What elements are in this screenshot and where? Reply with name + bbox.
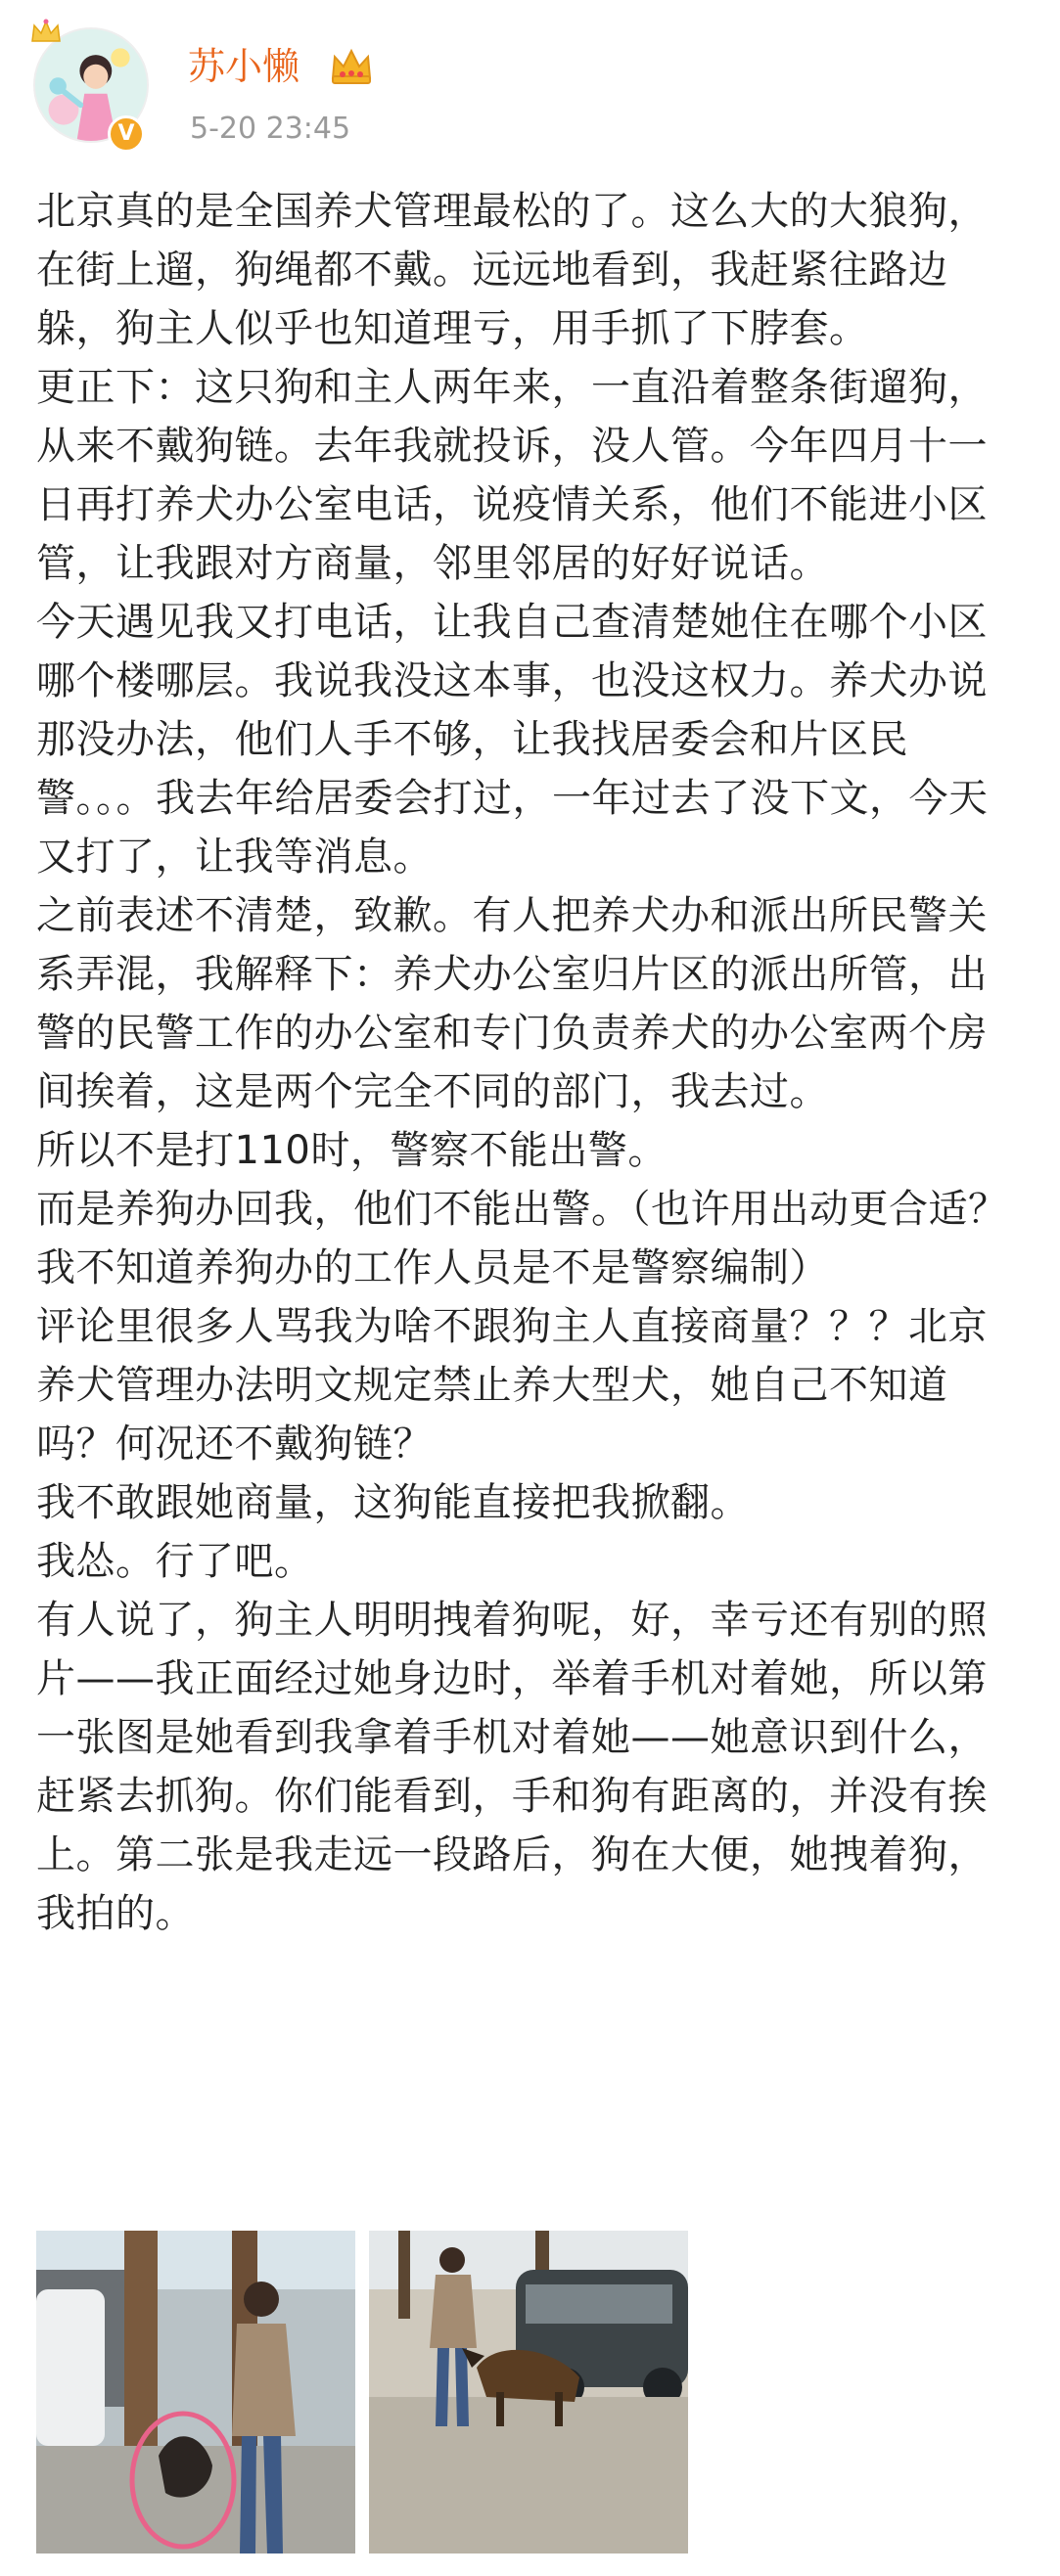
post-photo-2[interactable] (369, 2231, 688, 2553)
post-paragraph: 评论里很多人骂我为啥不跟狗主人直接商量？？？北京养犬管理办法明文规定禁止养大型犬，她自己不知道吗？何况还不戴狗链？ (36, 1304, 988, 1467)
post-text (36, 182, 1025, 1943)
post-paragraph: 而是养狗办回我，他们不能出警。（也许用出动更合适？我不知道养狗办的工作人员是不是警察编制） (36, 1187, 1008, 1290)
post-paragraph: 之前表述不清楚，致歉。有人把养犬办和派出所民警关系弄混，我解释下：养犬办公室归片区的派出所管，出警的民警工作的办公室和专门负责养犬的办公室两个房间挨着，这是两个完全不同的部门，我去过。 (36, 893, 988, 1114)
street-photo-dog-on-leash (369, 2231, 688, 2553)
verified-icon: V (108, 115, 145, 153)
post-timestamp: 5-20 23:45 (190, 112, 351, 146)
crown-icon (29, 18, 63, 47)
post-paragraph: 我怂。行了吧。 (36, 1539, 314, 1584)
post-paragraph: 我不敢跟她商量，这狗能直接把我掀翻。 (36, 1480, 750, 1525)
post-paragraph: 所以不是打110时，警察不能出警。 (36, 1128, 668, 1173)
post-paragraph: 更正下：这只狗和主人两年来，一直沿着整条街遛狗，从来不戴狗链。去年我就投诉，没人管。今年四月十一日再打养犬办公室电话，说疫情关系，他们不能进小区管，让我跟对方商量，邻里邻居的好好说话。 (36, 365, 988, 586)
post-images (36, 2231, 1025, 2553)
post-paragraph: 北京真的是全国养犬管理最松的了。这么大的大狼狗，在街上遛，狗绳都不戴。远远地看到，我赶紧往路边躲，狗主人似乎也知道理亏，用手抓了下脖套。 (36, 189, 988, 351)
post-header (0, 0, 1060, 176)
vip-crown-icon[interactable] (329, 45, 374, 86)
street-photo-owner-grabbing-dog (36, 2231, 355, 2553)
post-paragraph: 今天遇见我又打电话，让我自己查清楚她住在哪个小区哪个楼哪层。我说我没这本事，也没这权力。养犬办说那没办法，他们人手不够，让我找居委会和片区民警。。。我去年给居委会打过，一年过去了没下文，今天又打了，让我等消息。 (36, 600, 989, 880)
post-photo-1[interactable] (36, 2231, 355, 2553)
author-name[interactable]: 苏小懒 (188, 45, 300, 88)
post-paragraph: 有人说了，狗主人明明拽着狗呢，好，幸亏还有别的照片——我正面经过她身边时，举着手机对着她，所以第一张图是她看到我拿着手机对着她——她意识到什么，赶紧去抓狗。你们能看到，手和狗有距离的，并没有挨上。第二张是我走远一段路后，狗在大便，她拽着狗，我拍的。 (36, 1598, 988, 1936)
